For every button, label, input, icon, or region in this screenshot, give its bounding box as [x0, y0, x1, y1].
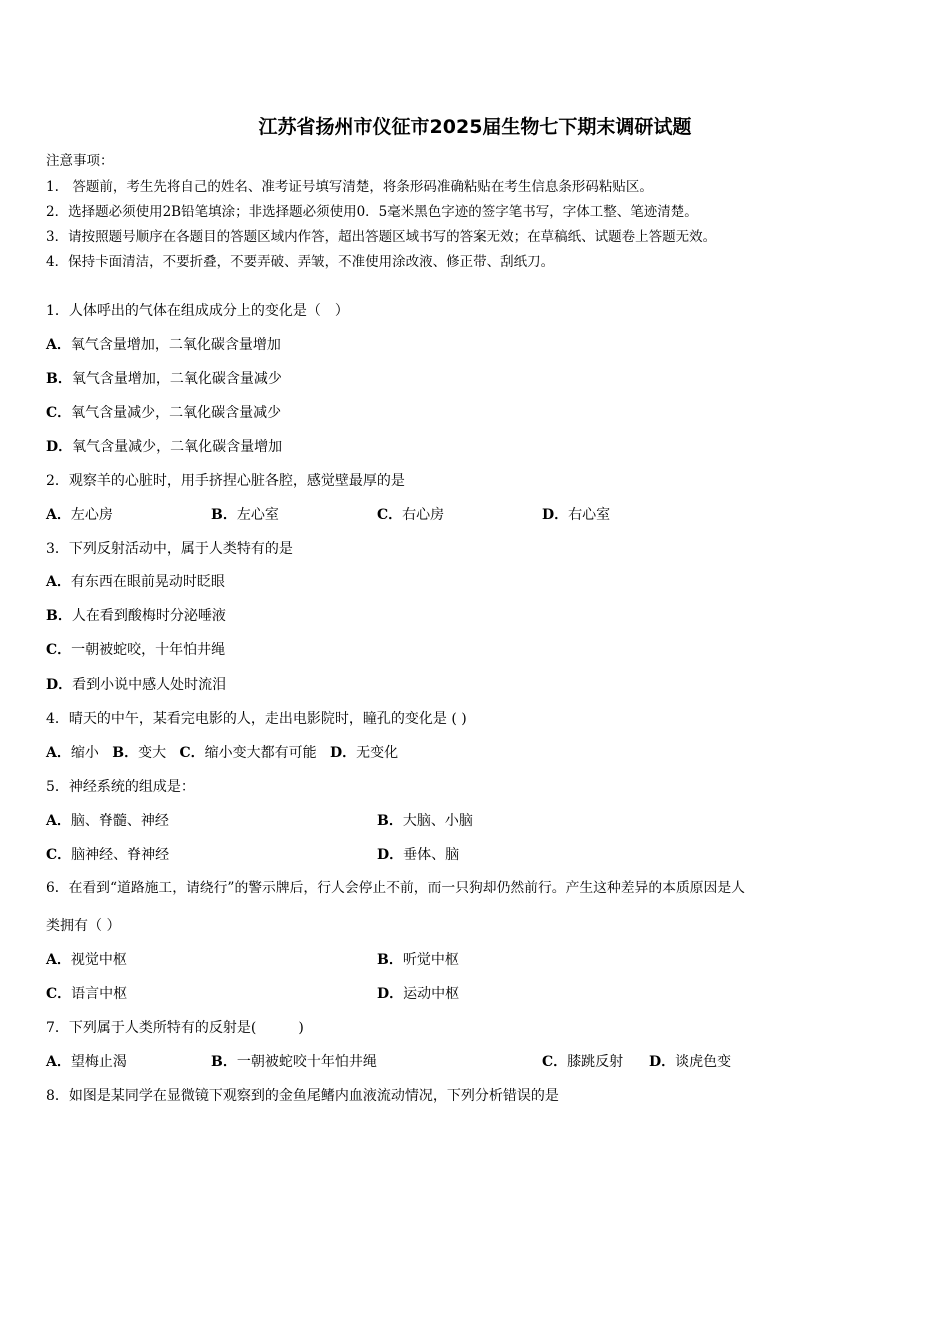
option-text: 人在看到酸梅时分泌唾液 — [71, 608, 226, 624]
question-7-option-d — [649, 1053, 731, 1071]
question-1-option-c — [46, 404, 281, 422]
option-label: B． — [211, 1054, 237, 1070]
option-text: 一朝被蛇咬，十年怕井绳 — [71, 642, 226, 658]
option-text: 谈虎色变 — [675, 1054, 732, 1070]
option-label: A． — [46, 952, 71, 968]
option-label: A． — [46, 1054, 71, 1070]
option-text: 右心室 — [568, 507, 611, 523]
option-label: C． — [377, 507, 403, 523]
option-label: C． — [542, 1054, 568, 1070]
question-6-stem-line-2: 类拥有（ ） — [46, 918, 121, 934]
option-text: 望梅止渴 — [70, 1054, 127, 1070]
option-label: A． — [46, 507, 71, 523]
question-4-options — [46, 744, 398, 762]
option-text: 听觉中枢 — [402, 952, 459, 968]
option-label: D． — [377, 986, 404, 1002]
option-label: B． — [112, 745, 139, 761]
option-text: 语言中枢 — [71, 986, 128, 1002]
option-label: D． — [329, 745, 357, 761]
question-5-option-d — [377, 846, 459, 864]
question-2-option-d — [542, 506, 610, 524]
option-label: B． — [377, 952, 403, 968]
question-6-options-row-2 — [46, 985, 906, 1003]
question-1-option-b — [46, 370, 282, 388]
question-6-stem-line-1: 6．在看到“道路施工，请绕行”的警示牌后，行人会停止不前，而一只狗却仍然前行。产生这种差异的本质原因是人 — [46, 880, 745, 896]
question-5-option-c — [46, 846, 169, 864]
option-label: C． — [179, 745, 205, 761]
question-7-stem: 7．下列属于人类所特有的反射是( ) — [46, 1020, 304, 1036]
option-label: D． — [46, 677, 73, 693]
question-4-stem: 4．晴天的中午，某看完电影的人，走出电影院时，瞳孔的变化是 ( ) — [46, 711, 467, 727]
question-3-option-a — [46, 573, 225, 591]
question-6-option-a — [46, 951, 127, 969]
option-label: D． — [542, 507, 569, 523]
option-label: A． — [46, 574, 71, 590]
option-label: A． — [46, 337, 71, 353]
option-label: D． — [649, 1054, 676, 1070]
option-label: B． — [377, 813, 403, 829]
question-3-option-c — [46, 641, 225, 659]
option-label: B． — [46, 371, 72, 387]
option-text: 一朝被蛇咬十年怕井绳 — [236, 1054, 377, 1070]
question-3-option-b — [46, 607, 226, 625]
question-3-option-d — [46, 676, 226, 694]
option-text: 氧气含量增加，二氧化碳含量增加 — [70, 337, 281, 353]
option-text: 有东西在眼前晃动时眨眼 — [70, 574, 225, 590]
option-text: 视觉中枢 — [70, 952, 127, 968]
option-text: 氧气含量减少，二氧化碳含量增加 — [72, 439, 283, 455]
option-text: 缩小 — [70, 745, 99, 761]
option-text: 左心室 — [236, 507, 279, 523]
option-text: 脑、脊髓、神经 — [70, 813, 169, 829]
notice-item-3: 3．请按照题号顺序在各题目的答题区域内作答，超出答题区域书写的答案无效；在草稿纸、试题卷上答题无效。 — [46, 229, 717, 245]
question-6-options-row-1 — [46, 951, 906, 969]
question-2-stem: 2．观察羊的心脏时，用手挤捏心脏各腔，感觉壁最厚的是 — [46, 473, 405, 489]
notice-item-2: 2．选择题必须使用2B铅笔填涂；非选择题必须使用0．5毫米黑色字迹的签字笔书写，字体工整、笔迹清楚。 — [46, 204, 698, 220]
option-label: B． — [46, 608, 72, 624]
option-text: 变大 — [138, 745, 167, 761]
option-text: 膝跳反射 — [567, 1054, 624, 1070]
question-8-stem: 8．如图是某同学在显微镜下观察到的金鱼尾鳍内血液流动情况，下列分析错误的是 — [46, 1088, 559, 1104]
question-4-option-b — [112, 745, 166, 761]
question-7-option-a — [46, 1053, 127, 1071]
notice-heading: 注意事项： — [46, 153, 114, 169]
question-5-stem: 5．神经系统的组成是： — [46, 779, 195, 795]
question-4-option-a — [46, 745, 99, 761]
option-label: C． — [46, 847, 72, 863]
option-label: C． — [46, 405, 72, 421]
question-2-options — [46, 506, 906, 524]
option-label: A． — [46, 813, 71, 829]
option-text: 运动中枢 — [403, 986, 460, 1002]
option-label: D． — [46, 439, 73, 455]
option-text: 垂体、脑 — [403, 847, 460, 863]
option-label: A． — [46, 745, 71, 761]
question-7-options — [46, 1053, 906, 1071]
question-4-option-c — [179, 745, 316, 761]
question-2-option-c — [377, 506, 444, 524]
option-text: 看到小说中感人处时流泪 — [72, 677, 227, 693]
question-4-option-d — [330, 745, 398, 761]
option-label: C． — [46, 642, 72, 658]
question-6-option-c — [46, 985, 127, 1003]
question-5-options-row-1 — [46, 812, 906, 830]
question-2-option-b — [211, 506, 279, 524]
option-text: 右心房 — [402, 507, 445, 523]
option-text: 氧气含量减少，二氧化碳含量减少 — [71, 405, 282, 421]
option-label: D． — [377, 847, 404, 863]
option-label: B． — [211, 507, 237, 523]
question-6-option-d — [377, 985, 459, 1003]
question-7-option-c — [542, 1053, 623, 1071]
option-text: 缩小变大都有可能 — [204, 745, 317, 761]
option-text: 无变化 — [356, 745, 399, 761]
question-3-stem: 3．下列反射活动中，属于人类特有的是 — [46, 541, 293, 557]
page-title: 江苏省扬州市仪征市2025届生物七下期末调研试题 — [258, 116, 692, 138]
option-text: 氧气含量增加，二氧化碳含量减少 — [71, 371, 282, 387]
question-5-options-row-2 — [46, 846, 906, 864]
question-1-stem: 1．人体呼出的气体在组成成分上的变化是（ ） — [46, 303, 349, 319]
option-label: C． — [46, 986, 72, 1002]
option-text: 左心房 — [70, 507, 113, 523]
option-text: 脑神经、脊神经 — [71, 847, 170, 863]
option-text: 大脑、小脑 — [402, 813, 473, 829]
question-5-option-a — [46, 812, 169, 830]
question-5-option-b — [377, 812, 473, 830]
question-2-option-a — [46, 506, 113, 524]
notice-item-1: 1. 答题前，考生先将自己的姓名、准考证号填写清楚，将条形码准确粘贴在考生信息条形码粘贴区。 — [46, 179, 653, 195]
question-1-option-d — [46, 438, 282, 456]
question-6-option-b — [377, 951, 459, 969]
question-1-option-a — [46, 336, 281, 354]
question-7-option-b — [211, 1053, 377, 1071]
notice-item-4: 4．保持卡面清洁，不要折叠，不要弄破、弄皱，不准使用涂改液、修正带、刮纸刀。 — [46, 254, 555, 270]
